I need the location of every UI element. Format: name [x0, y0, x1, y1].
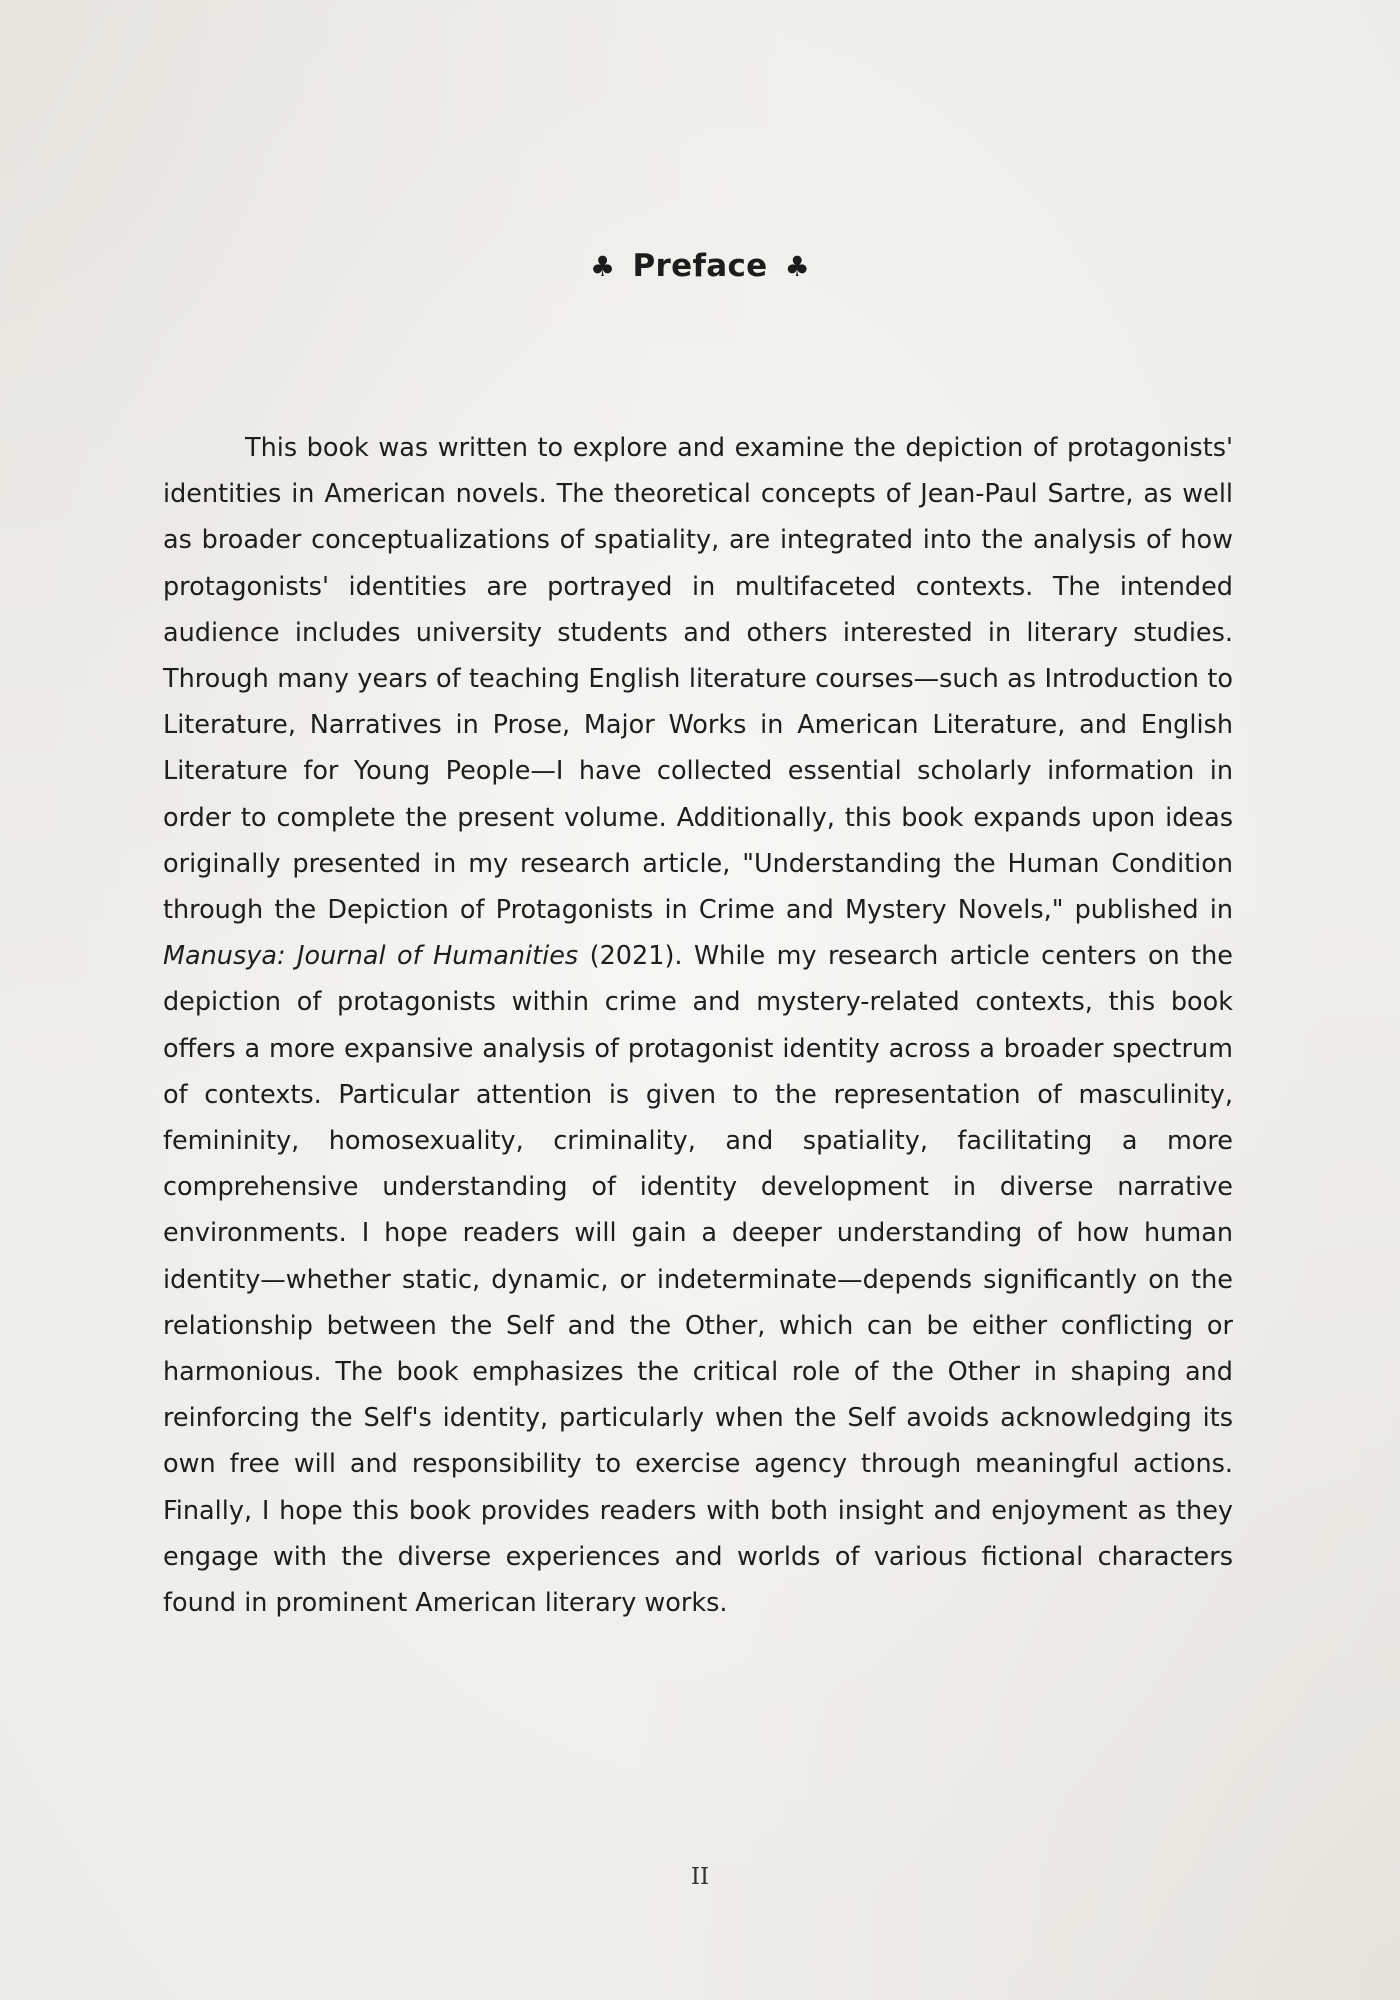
paragraph-text-part2: (2021). While my research article centers on the depiction of protagonists within crime and mystery-related contexts, this book offers a more expansive analysis of protagonist identity across a broader spectrum of contexts. Particular attention is given to the representation of masculinity, femininity, homosexuality, criminality, and spatiality, facilitating a more comprehensive understanding of identity development in diverse narrative environments. I hope readers will gain a deeper understanding of how human identity—whether static, dynamic, or indeterminate—depends significantly on the relationship between the Self and the Other, which can be either conflicting or harmonious. The book emphasizes the critical role of the Other in shaping and reinforcing the Self's identity, particularly when the Self avoids acknowledging its own free will and responsibility to exercise agency through meaningful actions. Finally, I hope this book provides readers with both insight and enjoyment as they engage with the diverse experiences and worlds of various fictional characters found in prominent American literary works. — [163, 941, 1233, 1619]
journal-title: Manusya: Journal of Humanities — [163, 941, 579, 972]
preface-title: Preface — [632, 248, 768, 284]
preface-heading — [0, 248, 1400, 284]
page-number: II — [690, 1864, 710, 1890]
paragraph-text-part1: This book was written to explore and examine the depiction of protagonists' identities in American novels. The theoretical concepts of Jean-Paul Sartre, as well as broader conceptualizations of spatiality, are integrated into the analysis of how protagonists' identities are portrayed in multifaceted contexts. The intended audience includes university students and others interested in literary studies. Through many years of teaching English literature courses—such as Introduction to Literature, Narratives in Prose, Major Works in American Literature, and English Literature for Young People—I have collected essential scholarly information in order to complete the present volume. Additionally, this book expands upon ideas originally presented in my research article, "Understanding the Human Condition through the Depiction of Protagonists in Crime and Mystery Novels," published in — [163, 433, 1233, 926]
club-right-icon: ♣ — [784, 250, 810, 283]
preface-paragraph — [163, 425, 1233, 1626]
club-left-icon: ♣ — [590, 250, 616, 283]
